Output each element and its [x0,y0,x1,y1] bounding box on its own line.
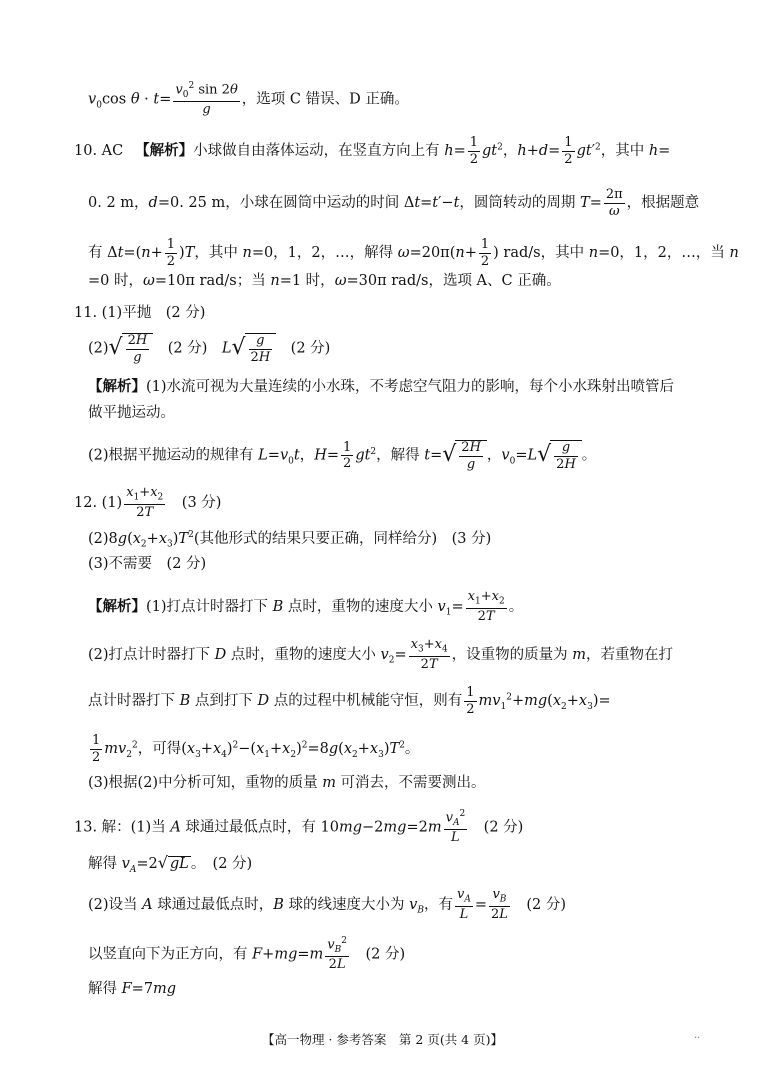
line-11: 12. (1) $\frac{x_1+x_2}{2T}$ (3 分) [74,485,222,521]
line-19: 13. 解：(1)当 A 球通过最低点时，有 10mg−2mg=2m $\frac{v_A^2}{L}$ (2 分) [74,809,524,846]
page-footer: 【高一物理 · 参考答案 第 2 页(共 4 页)】 [262,1032,503,1047]
line-10: (2)根据平抛运动的规律有 $L=v_0t$，H= $\frac{1}{2}$ $gt^2$，解得 t=√ $\frac{2H}{g}$ ，$v_0=L√$ $\frac{g}{2H}$ 。 [88,439,597,472]
line-12: $(2)8g(x_2+x_3)T^2$(其他形式的结果只要正确，同样给分) (3 分) [88,530,492,550]
line-23: 解得 F=7mg [88,981,177,997]
line-16: 点计时器打下 B 点到打下 D 点的过程中机械能守恒，则有 $\frac{1}{2}$ $mv_1^2+mg(x_2+x_3)=$ [88,685,611,717]
line-22: 以竖直向下为正方向，有 F+mg=m $\frac{v_B^2}{2L}$ (2 分) [88,936,406,973]
line-06: 11. (1)平抛 (2 分) [74,305,206,321]
line-09: 做平抛运动。 [88,405,175,421]
line-02: 10. AC 【解析】小球做自由落体运动，在竖直方向上有 h= $\frac{1}{2}$ $gt^2$，h+d= $\frac{1}{2}$ $gt'^2$，其中 h= [74,135,671,167]
line-15: (2)打点计时器打下 D 点时，重物的速度大小 $v_2=$ $\frac{x_3+x_4}{2T}$ ，设重物的质量为 m，若重物在打 [88,637,674,673]
line-05: =0 时，ω=10π rad/s；当 n=1 时，ω=30π rad/s，选项 A、C 正确。 [88,273,561,289]
line-14: 【解析】(1)打点计时器打下 B 点时，重物的速度大小 $v_1=$ $\frac{x_1+x_2}{2T}$ 。 [88,589,524,625]
line-03: 0. 2 m，d=0. 25 m，小球在圆筒中运动的时间 Δt=t′−t，圆筒转动的周期 T= $\frac{2\pi}{\omega}$ ，根据题意 [88,187,700,219]
corner-mark: .. [694,1030,701,1041]
line-04: 有 Δt=(n+ $\frac{1}{2}$ )T，其中 n=0，1，2，…，解得 ω=20π(n+ $\frac{1}{2}$ ) rad/s，其中 n=0，1，2，…，当 n [88,237,739,269]
line-07: (2)√ $\frac{2H}{g}$ (2 分) L√ $\frac{g}{2H}$ (2 分) [88,333,331,365]
line-18: (3)根据(2)中分析可知，重物的质量 m 可消去，不需要测出。 [88,775,486,791]
line-20: 解得 $v_A=2√$ gL 。 (2 分) [88,853,253,875]
line-13: (3)不需要 (2 分) [88,556,207,572]
line-17: $\frac{1}{2}$ $mv_2^2$，可得$(x_3+x_4)^2-(x_1+x_2)^2=8g(x_2+x_3)T^2$。 [92,733,420,765]
line-08: 【解析】(1)水流可视为大量连续的小水珠，不考虑空气阻力的影响，每个小水珠射出喷管后 [88,378,675,395]
line-01: $v_0\cos$ θ · t= $\frac{v_0^2 \sin 2\theta}{g}$ ，选项 C 错误、D 正确。 [88,81,409,118]
line-21: (2)设当 A 球通过最低点时，B 球的线速度大小为 $v_B$，有 $\frac{v_A}{L}$ = $\frac{v_B}{2L}$ (2 分) [88,887,567,923]
